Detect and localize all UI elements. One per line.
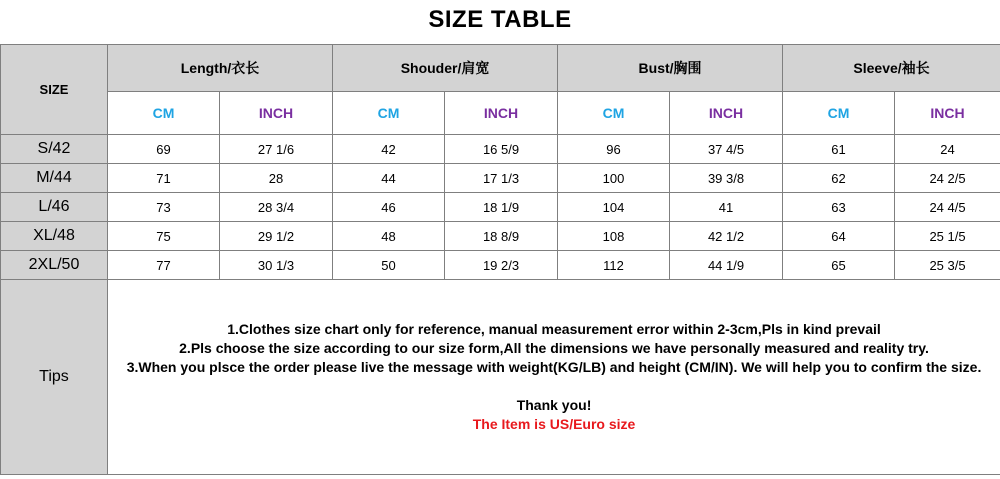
size-label: XL/48 <box>1 222 108 251</box>
measurement-cell: 42 1/2 <box>670 222 783 251</box>
measurement-cell: 112 <box>558 251 670 280</box>
group-header-bust: Bust/胸围 <box>558 45 783 92</box>
unit-inch-sleeve: INCH <box>895 92 1000 135</box>
us-euro-size-note: The Item is US/Euro size <box>472 416 636 432</box>
measurement-cell: 44 1/9 <box>670 251 783 280</box>
table-row <box>1 222 1000 251</box>
group-header-row <box>1 45 1000 92</box>
measurement-cell: 46 <box>333 193 445 222</box>
unit-cm-length: CM <box>108 92 220 135</box>
size-rows <box>1 135 1000 280</box>
tip-note-2: 2.Pls choose the size according to our size form,All the dimensions we have personally measured and reality try. <box>179 340 929 356</box>
measurement-cell: 62 <box>783 164 895 193</box>
unit-header-row <box>1 92 1000 135</box>
unit-cm-shoulder: CM <box>333 92 445 135</box>
group-header-sleeve: Sleeve/袖长 <box>783 45 1000 92</box>
table-row <box>1 193 1000 222</box>
measurement-cell: 96 <box>558 135 670 164</box>
size-label: L/46 <box>1 193 108 222</box>
unit-inch-bust: INCH <box>670 92 783 135</box>
measurement-cell: 25 1/5 <box>895 222 1000 251</box>
measurement-cell: 104 <box>558 193 670 222</box>
unit-inch-shoulder: INCH <box>445 92 558 135</box>
measurement-cell: 108 <box>558 222 670 251</box>
measurement-cell: 42 <box>333 135 445 164</box>
measurement-cell: 30 1/3 <box>220 251 333 280</box>
measurement-cell: 29 1/2 <box>220 222 333 251</box>
measurement-cell: 100 <box>558 164 670 193</box>
measurement-cell: 71 <box>108 164 220 193</box>
unit-inch-length: INCH <box>220 92 333 135</box>
measurement-cell: 63 <box>783 193 895 222</box>
measurement-cell: 16 5/9 <box>445 135 558 164</box>
measurement-cell: 37 4/5 <box>670 135 783 164</box>
table-row <box>1 251 1000 280</box>
unit-cm-sleeve: CM <box>783 92 895 135</box>
size-label: S/42 <box>1 135 108 164</box>
measurement-cell: 18 8/9 <box>445 222 558 251</box>
measurement-cell: 64 <box>783 222 895 251</box>
measurement-cell: 17 1/3 <box>445 164 558 193</box>
measurement-cell: 28 3/4 <box>220 193 333 222</box>
tip-note-3: 3.When you plsce the order please live the message with weight(KG/LB) and height (CM/IN). We will help you to confirm the size. <box>126 359 982 375</box>
measurement-cell: 28 <box>220 164 333 193</box>
group-header-length: Length/衣长 <box>108 45 333 92</box>
size-label: 2XL/50 <box>1 251 108 280</box>
size-label: M/44 <box>1 164 108 193</box>
tips-label: Tips <box>1 280 108 475</box>
unit-cm-bust: CM <box>558 92 670 135</box>
table-row <box>1 164 1000 193</box>
measurement-cell: 73 <box>108 193 220 222</box>
group-header-shoulder: Shouder/肩宽 <box>333 45 558 92</box>
measurement-cell: 61 <box>783 135 895 164</box>
measurement-cell: 19 2/3 <box>445 251 558 280</box>
measurement-cell: 77 <box>108 251 220 280</box>
thank-you-text: Thank you! <box>516 397 592 413</box>
measurement-cell: 48 <box>333 222 445 251</box>
tips-content <box>108 280 1000 475</box>
page-title: SIZE TABLE <box>428 6 572 33</box>
measurement-cell: 24 <box>895 135 1000 164</box>
tip-note-1: 1.Clothes size chart only for reference, manual measurement error within 2-3cm,Pls in kind prevail <box>227 321 881 337</box>
measurement-cell: 69 <box>108 135 220 164</box>
measurement-cell: 44 <box>333 164 445 193</box>
table-row <box>1 135 1000 164</box>
measurement-cell: 24 2/5 <box>895 164 1000 193</box>
tips-row <box>1 280 1000 475</box>
measurement-cell: 75 <box>108 222 220 251</box>
size-table <box>0 44 1000 475</box>
measurement-cell: 18 1/9 <box>445 193 558 222</box>
measurement-cell: 27 1/6 <box>220 135 333 164</box>
measurement-cell: 41 <box>670 193 783 222</box>
measurement-cell: 65 <box>783 251 895 280</box>
measurement-cell: 25 3/5 <box>895 251 1000 280</box>
measurement-cell: 39 3/8 <box>670 164 783 193</box>
measurement-cell: 50 <box>333 251 445 280</box>
measurement-cell: 24 4/5 <box>895 193 1000 222</box>
size-column-header: SIZE <box>1 45 108 135</box>
